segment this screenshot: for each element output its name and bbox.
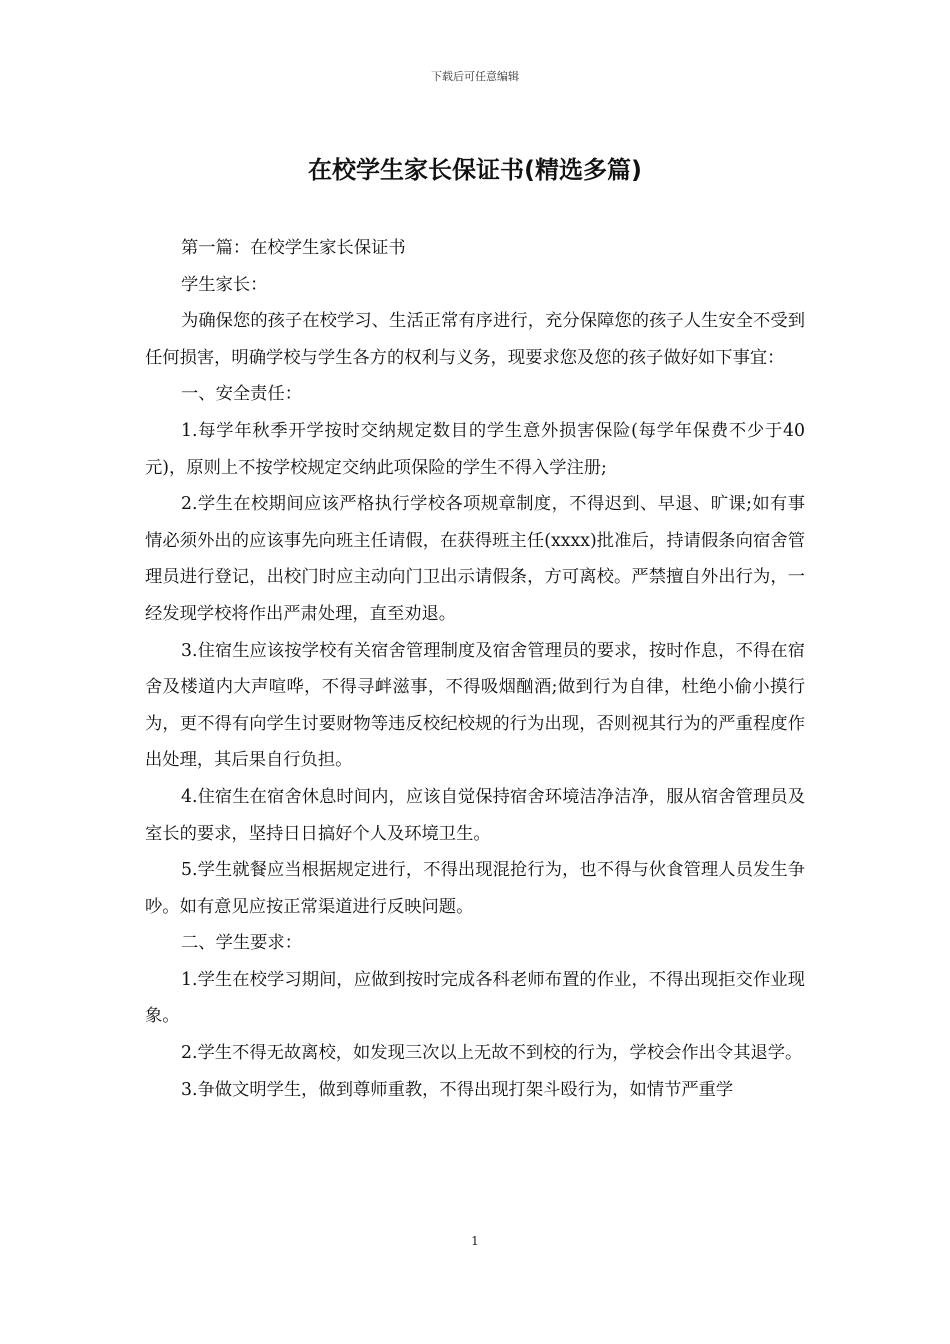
page-number: 1 <box>471 1234 479 1248</box>
safety-item-2: 2.学生在校期间应该严格执行学校各项规章制度，不得迟到、早退、旷课;如有事情必须外出的应该事先向班主任请假，在获得班主任(xxxx)批准后，持请假条向宿舍管理员进行登记，出校门时应主动向门卫出示请假条，方可离校。严禁擅自外出行为，一经发现学校将作出严肃处理，直至劝退。 <box>145 494 805 624</box>
safety-item-4: 4.住宿生在宿舍休息时间内，应该自觉保持宿舍环境洁净洁净，服从宿舍管理员及室长的要求，坚持日日搞好个人及环境卫生。 <box>145 786 805 844</box>
header-note: 下载后可任意编辑 <box>431 70 519 83</box>
subheading-requirements: 二、学生要求： <box>181 933 302 954</box>
section-heading-1: 第一篇：在校学生家长保证书 <box>181 238 406 258</box>
salutation: 学生家长： <box>181 274 268 295</box>
intro-paragraph: 为确保您的孩子在校学习、生活正常有序进行，充分保障您的孩子人生安全不受到任何损害，明确学校与学生各方的权利与义务，现要求您及您的孩子做好如下事宜： <box>145 311 805 368</box>
requirement-item-3: 3.争做文明学生，做到尊师重教，不得出现打架斗殴行为，如情节严重学 <box>181 1079 734 1100</box>
requirement-item-1: 1.学生在校学习期间，应做到按时完成各科老师布置的作业，不得出现拒交作业现象。 <box>145 969 805 1027</box>
requirement-item-2: 2.学生不得无故离校，如发现三次以上无故不到校的行为，学校会作出令其退学。 <box>181 1043 803 1064</box>
safety-item-3: 3.住宿生应该按学校有关宿舍管理制度及宿舍管理员的要求，按时作息，不得在宿舍及楼道内大声喧哗，不得寻衅滋事，不得吸烟酗酒;做到行为自律，杜绝小偷小摸行为，更不得有向学生讨要财物等违反校纪校规的行为出现，否则视其行为的严重程度作出处理，其后果自行负担。 <box>145 640 805 771</box>
subheading-safety: 一、安全责任： <box>181 384 302 405</box>
safety-item-1: 1.每学年秋季开学按时交纳规定数目的学生意外损害保险(每学年保费不少于40元)，原则上不按学校规定交纳此项保险的学生不得入学注册; <box>145 420 805 478</box>
document-title: 在校学生家长保证书(精选多篇) <box>308 156 642 184</box>
safety-item-5: 5.学生就餐应当根据规定进行，不得出现混抢行为，也不得与伙食管理人员发生争吵。如有意见应按正常渠道进行反映问题。 <box>145 860 805 917</box>
document-body <box>145 230 805 1108</box>
